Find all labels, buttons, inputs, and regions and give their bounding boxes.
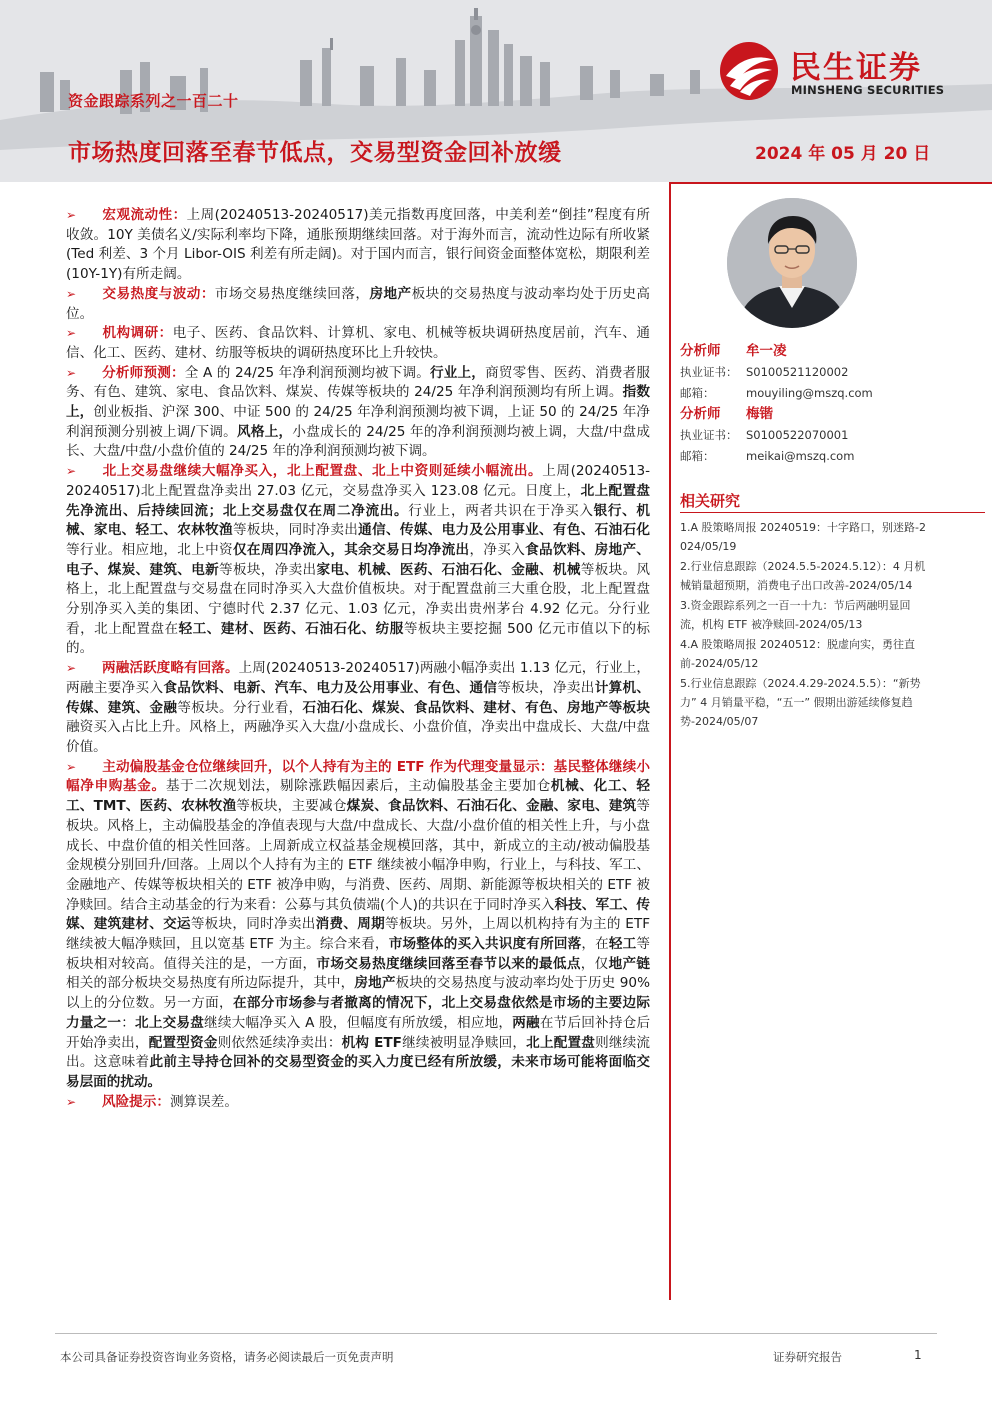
bullet-text: 测算误差。 bbox=[169, 1093, 238, 1110]
bullet-lead: 交易热度与波动： bbox=[102, 285, 215, 302]
bullet-text: 电子、医药、食品饮料、计算机、家电、机械等板块调研热度居前，汽车、通信、化工、医药、建材、纺服等板块的调研热度环比上升较快。 bbox=[66, 325, 651, 361]
analyst-email-row bbox=[680, 445, 980, 466]
analyst-photo bbox=[727, 198, 857, 328]
bullet-emphasis: 行业上， bbox=[430, 364, 486, 381]
report-header bbox=[0, 0, 992, 182]
minsheng-logo-icon bbox=[718, 40, 780, 102]
bullet-emphasis: 食品饮料、房地产、电子、煤炭、建筑、电新 bbox=[66, 541, 651, 578]
bullet-emphasis: 北上配置盘 bbox=[526, 1034, 596, 1051]
bullet-text: 融资买入占比上升。风格上，两融净买入大盘/小盘成长、小盘价值，净卖出中盘成长、大盘/中盘价值。 bbox=[66, 719, 650, 755]
bullet-emphasis: 指数上， bbox=[66, 384, 650, 421]
analyst-name-row bbox=[680, 403, 980, 424]
bullet-text: ，净买入 bbox=[469, 541, 526, 558]
bullet-emphasis: 银行、机械、家电、轻工、农林牧渔 bbox=[66, 502, 651, 539]
analyst-cert-row bbox=[680, 361, 980, 382]
bullet-text: 等板块。风格上，北上配置盘与交易盘在同时净买入大盘价值板块。对于配置盘前三大重仓股，北上配置盘分别净买入美的集团、宁德时代 2.37 亿元、1.03 亿元，净卖出贵州茅台 4.92 亿元。分行业看，北上配置盘在 bbox=[66, 561, 651, 637]
bullet-text: 等板块，净卖出 bbox=[219, 561, 317, 578]
bullet-emphasis: 房地产 bbox=[369, 285, 412, 302]
email-label: 邮箱： bbox=[680, 386, 715, 400]
footer-rule bbox=[55, 1333, 937, 1334]
cert-label: 执业证书： bbox=[680, 365, 738, 379]
footer-report-type: 证券研究报告 bbox=[773, 1350, 842, 1364]
bullet-arrow-icon: ➢ bbox=[66, 286, 77, 301]
bullet-text: 上周(20240513-20240517)北上配置盘净卖出 27.03 亿元，交易盘净买入 123.08 亿元。日度上， bbox=[66, 463, 650, 499]
footer-disclaimer: 本公司具备证券投资咨询业务资格，请务必阅读最后一页免责声明 bbox=[60, 1350, 394, 1364]
bullet-text: 则依然延续净卖出： bbox=[217, 1034, 342, 1051]
summary-bullet bbox=[66, 462, 650, 659]
bullet-lead: 风险提示： bbox=[102, 1093, 170, 1110]
bullet-text: 等板块相对较高。值得关注的是，一方面， bbox=[66, 936, 651, 972]
bullet-text: ： bbox=[121, 1014, 136, 1031]
column-divider bbox=[669, 182, 671, 1300]
summary-bullet bbox=[66, 364, 650, 463]
bullet-text: 等板块，同时净卖出 bbox=[232, 522, 359, 539]
bullet-emphasis: 地产链 bbox=[608, 955, 651, 972]
bullet-emphasis: 市场整体的买入共识度有所回落 bbox=[388, 936, 582, 953]
summary-bullet bbox=[66, 1093, 650, 1113]
analyst-email-row bbox=[680, 382, 980, 403]
bullet-text: 创业板指、沪深 300、中证 500 的 24/25 年净利润预测均被下调，上证 50 的 24/25 年净利润预测分别被上调/下调。 bbox=[66, 404, 651, 440]
bullet-lead: 宏观流动性： bbox=[102, 207, 187, 223]
bullet-emphasis: 科技、军工、传媒、建筑建材、交运 bbox=[66, 896, 650, 933]
series-title: 资金跟踪系列之一百二十 bbox=[68, 92, 239, 110]
bullet-text: 小盘成长的 24/25 年的净利润预测均被上调，大盘/中盘成长、大盘/中盘/小盘价值的 24/25 年的净利润预测均被下调。 bbox=[66, 423, 650, 460]
bullet-text: 等板块，主要减仓 bbox=[236, 798, 347, 815]
related-research-item[interactable]: 5.行业信息跟踪（2024.4.29-2024.5.5）：“新势力” 4 月销量平稳，“五一” 假期出游延续修复趋势-2024/05/07 bbox=[680, 677, 921, 728]
brand-name-cn: 民生证券 bbox=[790, 50, 922, 86]
bullet-text: 板块的交易热度与波动率均处于历史高位。 bbox=[66, 285, 651, 322]
bullet-emphasis: 机械、化工、轻工、TMT、医药、农林牧渔 bbox=[66, 778, 651, 815]
bullet-text: 相关的部分板块交易热度有所边际提升，其中， bbox=[66, 975, 355, 992]
bullet-text: 市场交易热度继续回落， bbox=[214, 285, 370, 302]
bullet-emphasis: 食品饮料、电新、汽车、电力及公用事业、有色、通信 bbox=[163, 679, 498, 696]
bullet-text: 则继续流出。这意味着 bbox=[66, 1034, 651, 1071]
bullet-emphasis: 此前主导持仓回补的交易型资金的买入力度已经有所放缓，未来市场可能将面临交易层面的扰动。 bbox=[66, 1054, 651, 1090]
bullet-text: 继续大幅净买入 A 股，但幅度有所放缓，相应地， bbox=[204, 1014, 513, 1031]
bullet-text: 商贸零售、医药、消费者服务、有色、建筑、家电、食品饮料、煤炭、传媒等板块的 24/25 年净利润预测均有所上调。 bbox=[66, 364, 651, 401]
bullet-emphasis: 两融 bbox=[512, 1014, 540, 1031]
related-research-title: 相关研究 bbox=[680, 492, 741, 510]
summary-column bbox=[66, 206, 650, 1112]
bullet-text: 等板块。另外，上周以机构持有为主的 ETF 继续被大幅净赎回，且以宽基 ETF 为主。综合来看， bbox=[66, 916, 651, 953]
related-research-item[interactable]: 1.A 股策略周报 20240519：十字路口，别迷路-2024/05/19 bbox=[680, 521, 926, 553]
bullet-emphasis: 配置型资金 bbox=[148, 1034, 218, 1051]
bullet-text: 等行业。相应地，北上中资 bbox=[66, 541, 233, 558]
bullet-lead: 两融活跃度略有回落。 bbox=[102, 660, 239, 677]
bullet-arrow-icon: ➢ bbox=[66, 1094, 77, 1109]
summary-bullet bbox=[66, 324, 650, 363]
bullet-arrow-icon: ➢ bbox=[66, 208, 77, 222]
bullet-text: 板块的交易热度与波动率均处于历史 90%以上的分位数。另一方面， bbox=[66, 975, 650, 1012]
email-label: 邮箱： bbox=[680, 449, 715, 463]
bullet-text: ，仅 bbox=[580, 955, 609, 972]
bullet-arrow-icon: ➢ bbox=[66, 464, 77, 479]
analyst-name: 梅锴 bbox=[746, 406, 773, 422]
analyst-name-row bbox=[680, 340, 980, 361]
bullet-text: 上周(20240513-20240517)美元指数再度回落，中美利差“倒挂”程度有所收敛。10Y 美债名义/实际利率均下降，通胀预期继续回落。对于海外而言，流动性边际有所收紧(Ted 利差、3 个月 Libor-OIS 利差有所走阔)。对于国内而言，银行间资金面整体宽松，期限利差(10Y-1Y)有所走阔。 bbox=[66, 207, 650, 283]
analyst-role: 分析师 bbox=[680, 343, 721, 359]
bullet-text: 在节后回补持仓后开始净卖出， bbox=[66, 1014, 651, 1051]
bullet-emphasis: 仅在周四净流入，其余交易日均净流出 bbox=[232, 541, 470, 558]
bullet-text: 等板块，净卖出 bbox=[497, 679, 595, 696]
bullet-emphasis: 计算机、传媒、建筑、金融 bbox=[66, 679, 651, 716]
analyst-role: 分析师 bbox=[680, 406, 721, 422]
analyst-cert-row bbox=[680, 424, 980, 445]
brand-name-en: MINSHENG SECURITIES bbox=[791, 83, 945, 97]
summary-bullet bbox=[66, 659, 650, 758]
cert-number: S0100521120002 bbox=[746, 365, 849, 379]
bullet-emphasis: 在部分市场参与者撤离的情况下，北上交易盘依然是市场的主要边际力量之一 bbox=[66, 995, 651, 1031]
bullet-text: 基于二次规划法，剔除涨跌幅因素后，主动偏股基金主要加仓 bbox=[165, 778, 551, 795]
bullet-text: 继续被明显净赎回， bbox=[401, 1034, 527, 1051]
bullet-emphasis: 轻工、建材、医药、石油石化、纺服 bbox=[178, 620, 404, 637]
bullet-emphasis: 消费、周期 bbox=[315, 916, 385, 933]
bullet-emphasis: 煤炭、食品饮料、石油石化、金融、家电、建筑 bbox=[346, 798, 637, 815]
bullet-text: 上周(20240513-20240517)两融小幅净卖出 1.13 亿元，行业上，两融主要净买入 bbox=[66, 660, 650, 696]
bullet-text: 等板块。风格上，主动偏股基金的净值表现与大盘/中盘成长、大盘/小盘价值的相关性上升，与小盘成长、中盘价值的相关性回落。上周新成立权益基金规模回落，其中，新成立的主动/被动偏股基金规模分别回升/回落。上周以个人持有为主的 ETF 继续被小幅净申购，行业上，与科技、军工、金融地产、传媒等板块相关的 ETF 被净申购，与消费、医药、周期、新能源等板块相关的 ETF 被净赎回。结合主动基金的行为来看：公募与其负债端(个人)的共识在于同时净买入 bbox=[66, 798, 651, 913]
analyst-email[interactable]: mouyiling@mszq.com bbox=[746, 386, 873, 400]
bullet-text: 全 A 的 24/25 年净利润预测均被下调。 bbox=[184, 364, 431, 381]
cert-number: S0100522070001 bbox=[746, 428, 849, 442]
report-date: 2024 年 05 月 20 日 bbox=[755, 144, 931, 164]
bullet-emphasis: 通信、传媒、电力及公用事业、有色、石油石化 bbox=[358, 522, 651, 539]
bullet-emphasis: 机构 ETF bbox=[341, 1034, 402, 1051]
summary-bullet bbox=[66, 758, 650, 1093]
summary-bullet bbox=[66, 285, 650, 324]
bullet-emphasis: 市场交易热度继续回落至春节以来的最低点 bbox=[316, 955, 581, 972]
bullet-text: 等板块主要挖掘 500 亿元市值以下的标的。 bbox=[66, 620, 651, 657]
bullet-emphasis: 轻工 bbox=[608, 936, 637, 953]
bullet-emphasis: 家电、机械、医药、石油石化、金融、机械 bbox=[316, 561, 581, 578]
related-research-item[interactable]: 2.行业信息跟踪（2024.5.5-2024.5.12）：4 月机械销量超预期，消费电子出口改善-2024/05/14 bbox=[680, 560, 926, 592]
bullet-text: 等板块。分行业看， bbox=[177, 699, 303, 716]
related-research-item[interactable]: 3.资金跟踪系列之一百一十九：节后两融明显回流，机构 ETF 被净赎回-2024/05/13 bbox=[680, 599, 911, 631]
bullet-arrow-icon: ➢ bbox=[66, 365, 77, 380]
bullet-emphasis: 石油石化、煤炭、食品饮料、建材、有色、房地产等板块 bbox=[302, 699, 651, 716]
sidebar-top-rule bbox=[671, 182, 992, 184]
bullet-arrow-icon: ➢ bbox=[66, 661, 77, 676]
summary-bullet bbox=[66, 206, 650, 285]
bullet-emphasis: 风格上， bbox=[237, 423, 293, 440]
bullet-text: ，在 bbox=[581, 936, 609, 953]
bullet-emphasis: 北上配置盘先净流出、后持续回流；北上交易盘仅在周二净流出。 bbox=[66, 482, 651, 519]
analyst-list bbox=[680, 340, 980, 466]
bullet-lead: 北上交易盘继续大幅净买入，北上配置盘、北上中资则延续小幅流出。 bbox=[102, 463, 543, 480]
bullet-lead: 机构调研： bbox=[102, 325, 173, 342]
related-research-item[interactable]: 4.A 股策略周报 20240512：脱虚向实，勇往直前-2024/05/12 bbox=[680, 638, 916, 670]
bullet-emphasis: 房地产 bbox=[354, 975, 396, 992]
bullet-emphasis: 北上交易盘 bbox=[135, 1014, 205, 1031]
related-research-list bbox=[680, 518, 926, 732]
bullet-lead: 主动偏股基金仓位继续回升，以个人持有为主的 ETF 作为代理变量显示：基民整体继续小幅净申购基金。 bbox=[66, 758, 650, 795]
bullet-text: 等板块，同时净卖出 bbox=[190, 916, 316, 933]
bullet-arrow-icon: ➢ bbox=[66, 759, 77, 774]
cert-label: 执业证书： bbox=[680, 428, 738, 442]
bullet-arrow-icon: ➢ bbox=[66, 326, 77, 341]
analyst-name: 牟一凌 bbox=[746, 343, 787, 359]
brand-logo-block bbox=[718, 40, 968, 102]
related-research-rule bbox=[680, 512, 985, 513]
report-title: 市场热度回落至春节低点，交易型资金回补放缓 bbox=[68, 140, 562, 166]
page-number: 1 bbox=[914, 1348, 922, 1362]
bullet-lead: 分析师预测： bbox=[102, 364, 185, 381]
bullet-text: 行业上，两者共识在于净买入 bbox=[408, 502, 594, 519]
analyst-email[interactable]: meikai@mszq.com bbox=[746, 449, 855, 463]
